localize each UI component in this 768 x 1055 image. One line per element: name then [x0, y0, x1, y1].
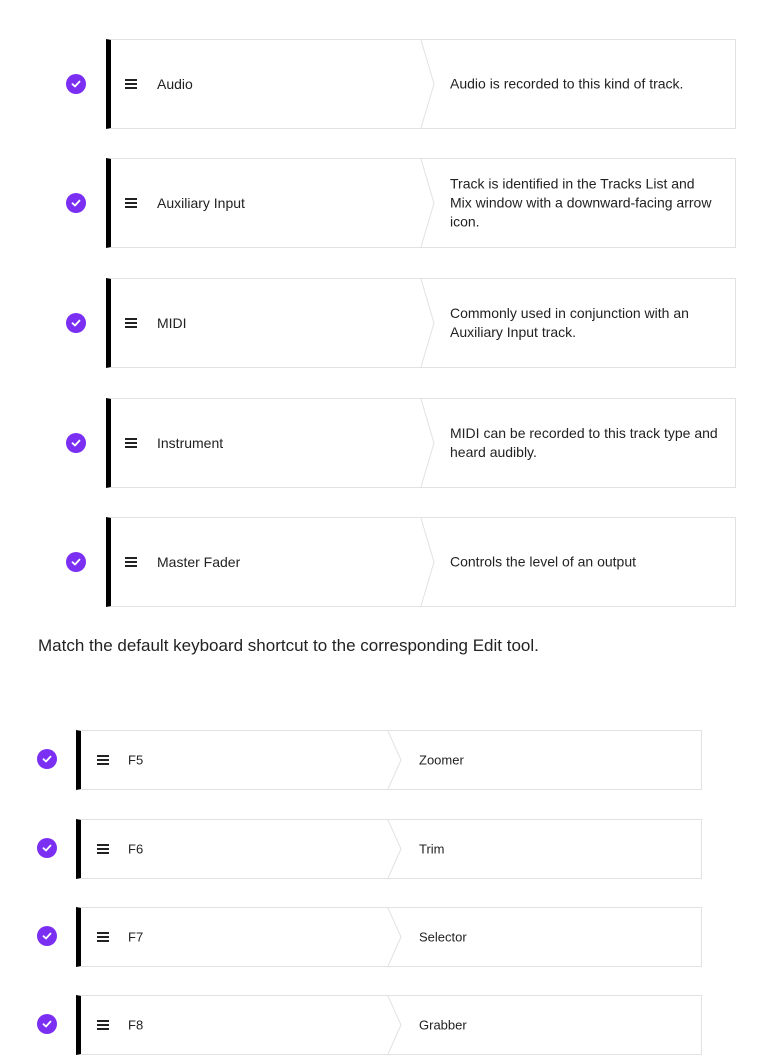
- match-card[interactable]: [106, 278, 736, 368]
- match-row: [0, 730, 768, 790]
- match-card[interactable]: [76, 907, 702, 967]
- check-circle-icon: [37, 1014, 57, 1034]
- drag-handle-icon[interactable]: [125, 79, 137, 89]
- drag-handle-icon[interactable]: [125, 198, 137, 208]
- match-definition: Selector: [419, 929, 467, 945]
- match-row: [0, 158, 768, 248]
- match-row: [0, 39, 768, 129]
- match-row: [0, 907, 768, 967]
- chevron-divider: [388, 820, 402, 878]
- chevron-divider: [421, 159, 435, 247]
- match-definition: Grabber: [419, 1017, 467, 1033]
- drag-handle-icon[interactable]: [97, 844, 109, 854]
- drag-handle-icon[interactable]: [97, 1020, 109, 1030]
- chevron-divider: [421, 399, 435, 487]
- chevron-divider: [421, 518, 435, 606]
- match-definition: Trim: [419, 841, 445, 857]
- chevron-divider: [421, 279, 435, 367]
- match-definition: Zoomer: [419, 752, 464, 768]
- chevron-divider: [388, 908, 402, 966]
- drag-handle-icon[interactable]: [125, 557, 137, 567]
- match-card[interactable]: [106, 398, 736, 488]
- check-circle-icon: [66, 74, 86, 94]
- match-definition: Controls the level of an output: [450, 553, 637, 570]
- match-row: [0, 278, 768, 368]
- match-definition: Track is identified in the Tracks List and Mix window with a downward-facing arrow icon.: [450, 175, 712, 230]
- match-term: F5: [128, 752, 144, 768]
- check-circle-icon: [37, 749, 57, 769]
- question-instruction: Match the default keyboard shortcut to the corresponding Edit tool.: [38, 636, 539, 655]
- match-card[interactable]: [106, 158, 736, 248]
- chevron-divider: [388, 731, 402, 789]
- match-term: Auxiliary Input: [157, 195, 245, 211]
- match-card[interactable]: [76, 995, 702, 1055]
- match-term: Master Fader: [157, 554, 241, 570]
- check-circle-icon: [66, 552, 86, 572]
- drag-handle-icon[interactable]: [97, 932, 109, 942]
- check-circle-icon: [66, 433, 86, 453]
- match-card[interactable]: [106, 517, 736, 607]
- drag-handle-icon[interactable]: [97, 755, 109, 765]
- match-term: Audio: [157, 76, 193, 92]
- match-row: [0, 995, 768, 1055]
- drag-handle-icon[interactable]: [125, 438, 137, 448]
- match-term: MIDI: [157, 315, 187, 331]
- check-circle-icon: [37, 926, 57, 946]
- check-circle-icon: [66, 313, 86, 333]
- match-card[interactable]: [76, 819, 702, 879]
- match-card[interactable]: [106, 39, 736, 129]
- chevron-divider: [421, 40, 435, 128]
- match-term: F6: [128, 841, 144, 857]
- match-row: [0, 398, 768, 488]
- match-term: F7: [128, 929, 144, 945]
- check-circle-icon: [37, 838, 57, 858]
- match-definition: Audio is recorded to this kind of track.: [450, 75, 684, 92]
- match-term: F8: [128, 1017, 144, 1033]
- chevron-divider: [388, 996, 402, 1054]
- match-card[interactable]: [76, 730, 702, 790]
- match-row: [0, 517, 768, 607]
- check-circle-icon: [66, 193, 86, 213]
- match-definition: MIDI can be recorded to this track type and heard audibly.: [450, 425, 718, 460]
- match-row: [0, 819, 768, 879]
- match-term: Instrument: [157, 435, 224, 451]
- drag-handle-icon[interactable]: [125, 318, 137, 328]
- match-definition: Commonly used in conjunction with an Auxiliary Input track.: [450, 305, 689, 340]
